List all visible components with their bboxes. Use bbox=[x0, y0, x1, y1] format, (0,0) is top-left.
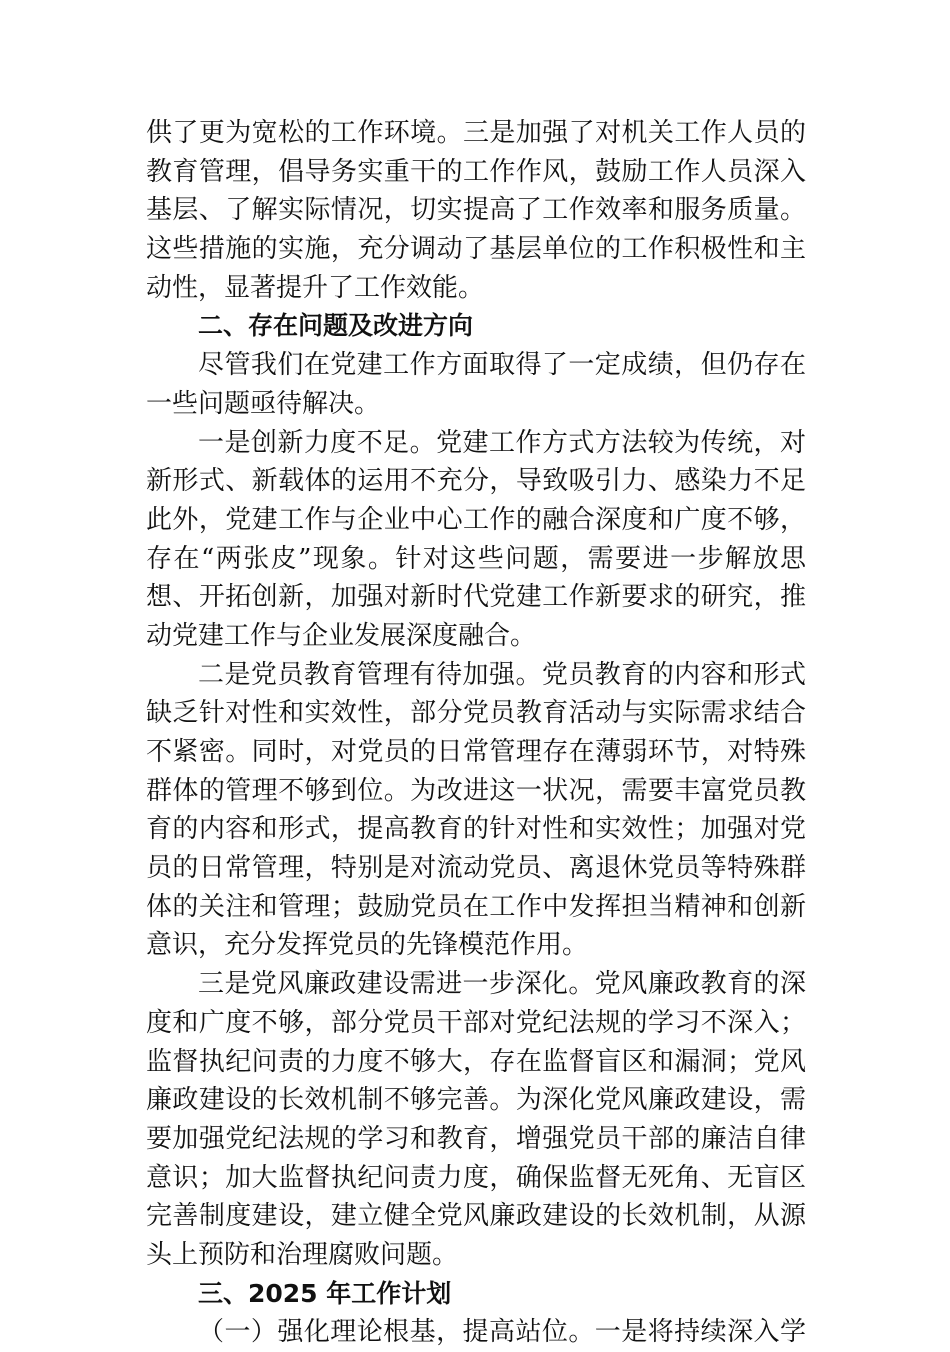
text-line: 体的关注和管理；鼓励党员在工作中发挥担当精神和创新 bbox=[146, 891, 806, 922]
text-line: 教育管理，倡导务实重干的工作作风，鼓励工作人员深入 bbox=[146, 156, 806, 187]
text-line: 廉政建设的长效机制不够完善。为深化党风廉政建设，需 bbox=[146, 1085, 806, 1116]
section-heading: 二、存在问题及改进方向 bbox=[198, 311, 474, 341]
document-body bbox=[146, 114, 806, 1352]
text-line: 要加强党纪法规的学习和教育，增强党员干部的廉洁自律 bbox=[146, 1123, 806, 1154]
text-line: 意识；加大监督执纪问责力度，确保监督无死角、无盲区 bbox=[146, 1162, 806, 1193]
section-heading: 三、2025 年工作计划 bbox=[198, 1278, 452, 1308]
text-line: 尽管我们在党建工作方面取得了一定成绩，但仍存在 bbox=[198, 350, 806, 381]
text-line: 员的日常管理，特别是对流动党员、离退休党员等特殊群 bbox=[146, 853, 806, 884]
paragraph bbox=[146, 424, 806, 656]
text-line: 育的内容和形式，提高教育的针对性和实效性；加强对党 bbox=[146, 814, 806, 845]
text-line: 度和广度不够，部分党员干部对党纪法规的学习不深入； bbox=[146, 1007, 806, 1038]
text-line: 动性，显著提升了工作效能。 bbox=[146, 272, 485, 303]
text-line: 不紧密。同时，对党员的日常管理存在薄弱环节，对特殊 bbox=[146, 737, 806, 767]
text-line: 动党建工作与企业发展深度融合。 bbox=[146, 620, 537, 651]
text-line: 意识，充分发挥党员的先锋模范作用。 bbox=[146, 930, 589, 961]
text-line: 二是党员教育管理有待加强。党员教育的内容和形式 bbox=[198, 659, 806, 690]
text-line: 一些问题亟待解决。 bbox=[146, 388, 381, 419]
paragraph bbox=[146, 346, 806, 423]
text-line: 缺乏针对性和实效性，部分党员教育活动与实际需求结合 bbox=[146, 698, 806, 729]
text-line: 监督执纪问责的力度不够大，存在监督盲区和漏洞；党风 bbox=[146, 1046, 806, 1077]
text-line: 新形式、新载体的运用不充分，导致吸引力、感染力不足 bbox=[146, 466, 806, 497]
text-line: 此外，党建工作与企业中心工作的融合深度和广度不够， bbox=[146, 504, 806, 535]
text-line: 头上预防和治理腐败问题。 bbox=[146, 1239, 459, 1270]
text-line: 供了更为宽松的工作环境。三是加强了对机关工作人员的 bbox=[146, 118, 806, 148]
text-line: 想、开拓创新，加强对新时代党建工作新要求的研究，推 bbox=[146, 582, 806, 613]
text-line: 一是创新力度不足。党建工作方式方法较为传统，对 bbox=[198, 427, 806, 458]
text-line: 存在“两张皮”现象。针对这些问题，需要进一步解放思 bbox=[146, 543, 806, 574]
paragraph bbox=[146, 656, 806, 966]
subsection-line: （一）强化理论根基，提高站位。一是将持续深入学 bbox=[198, 1317, 806, 1348]
text-line: 这些措施的实施，充分调动了基层单位的工作积极性和主 bbox=[146, 234, 806, 265]
text-line: 基层、了解实际情况，切实提高了工作效率和服务质量。 bbox=[146, 195, 806, 226]
paragraph bbox=[146, 965, 806, 1275]
paragraph bbox=[146, 114, 806, 307]
text-line: 三是党风廉政建设需进一步深化。党风廉政教育的深 bbox=[198, 969, 806, 1000]
text-line: 群体的管理不够到位。为改进这一状况，需要丰富党员教 bbox=[146, 775, 806, 806]
text-line: 完善制度建设，建立健全党风廉政建设的长效机制，从源 bbox=[146, 1201, 806, 1232]
